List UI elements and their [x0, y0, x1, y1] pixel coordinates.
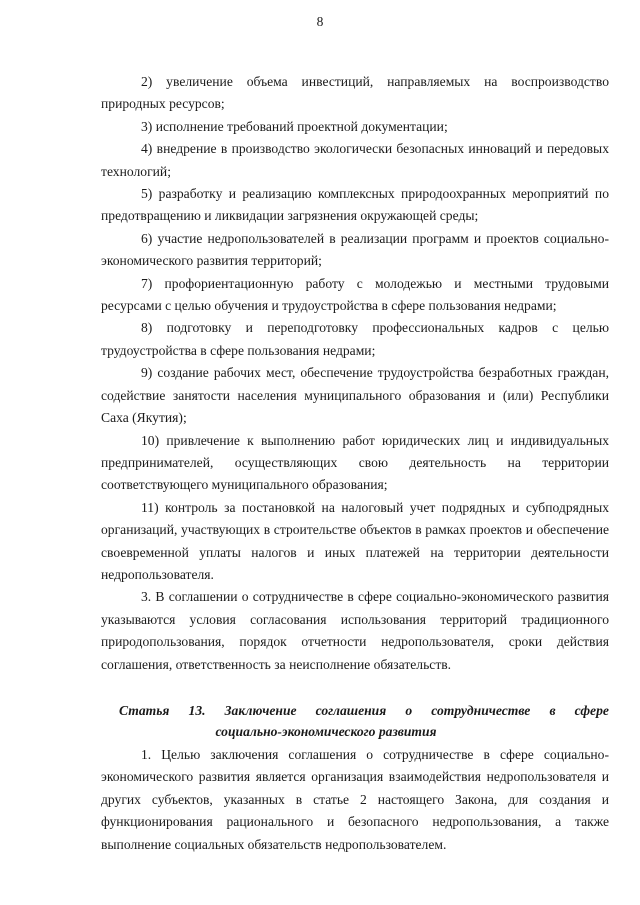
list-item-10: 10) привлечение к выполнению работ юридических лиц и индивидуальных предпринимателей, осуществляющих свою деятельность на территории соответствующего муниципального образования; — [101, 432, 609, 493]
list-item-7: 7) профориентационную работу с молодежью и местными трудовыми ресурсами с целью обучения и трудоустройства в сфере пользования недрами; — [101, 275, 609, 314]
article-heading-line2: социально-экономического развития — [215, 724, 437, 739]
list-item-2: 2) увеличение объема инвестиций, направляемых на воспроизводство природных ресурсов; — [101, 74, 609, 112]
article-13-body — [101, 744, 609, 856]
article-number: 13. — [188, 703, 206, 718]
article-title-word: соглашения — [315, 703, 387, 718]
article-title-word: сотрудничестве — [431, 703, 531, 718]
list-item-4: 4) внедрение в производство экологически безопасных инноваций и передовых технологий; — [101, 141, 609, 179]
article-title-word: Заключение — [224, 703, 297, 718]
list-item-11: 11) контроль за постановкой на налоговый учет подрядных и субподрядных организаций, участвующих в строительстве объектов в рамках проектов и обеспечение своевременной уплаты налогов и иных платежей на территории деятельности недропользователя. — [101, 499, 609, 582]
list-item-3: 3) исполнение требований проектной документации; — [141, 118, 448, 134]
article-title-word: сфере — [574, 703, 609, 718]
point-3-paragraph: 3. В соглашении о сотрудничестве в сфере социально-экономического развития указываются условия согласования использования территорий традиционного природопользования, порядок отчетности недропользователя, сроки действия соглашения, ответственность за неисполнение обязательств. — [101, 589, 609, 672]
article-13-heading — [101, 700, 609, 742]
list-item-8: 8) подготовку и переподготовку профессиональных кадров с целью трудоустройства в сфере пользования недрами; — [101, 320, 609, 358]
article-title-word: о — [405, 703, 413, 718]
list-item-5: 5) разработку и реализацию комплексных природоохранных мероприятий по предотвращению и ликвидации загрязнения окружающей среды; — [101, 186, 609, 224]
article-point-1: 1. Целью заключения соглашения о сотрудничестве в сфере социально-экономического развития является организация взаимодействия недропользователя и других субъектов, указанных в статье 2 настоящего Закона, для создания и функционирования рационального и безопасного недропользования, а также выполнение социальных обязательств недропользователем. — [101, 747, 609, 852]
article-label: Статья — [119, 703, 170, 718]
article-title-word: в — [549, 703, 556, 718]
page-number: 8 — [316, 14, 324, 29]
list-item-9: 9) создание рабочих мест, обеспечение трудоустройства безработных граждан, содействие занятости населения муниципального образования и (или) Республики Саха (Якутия); — [101, 365, 609, 426]
article-heading-line1 — [101, 700, 609, 721]
list-item-6: 6) участие недропользователей в реализации программ и проектов социально-экономического развития территорий; — [101, 230, 609, 269]
obligations-list — [101, 71, 609, 676]
